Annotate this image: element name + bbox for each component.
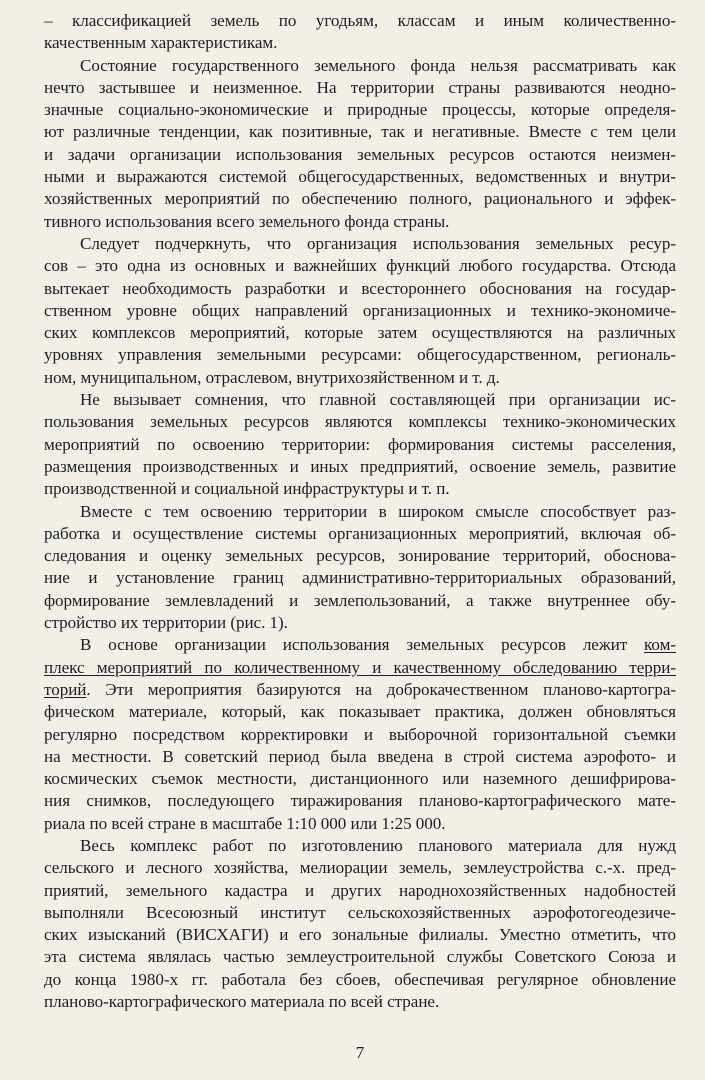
text-line: следования и оценку земельных ресурсов, зонирование территорий, обоснова- (44, 546, 676, 566)
text-line: ния снимков, последующего тиражирования планово-картографического мате- (44, 791, 676, 811)
text-line: ских комплексов мероприятий, которые затем осуществляются на различных (44, 323, 676, 343)
paragraph-6 (44, 634, 676, 835)
page-number: 7 (355, 1043, 365, 1062)
paragraph-5 (44, 501, 676, 635)
text-line: хозяйственных мероприятий по обеспечению полного, рационального и эффек- (44, 189, 676, 209)
text-line: ном, муниципальном, отраслевом, внутрихозяйственном и т. д. (44, 367, 500, 387)
paragraph-7 (44, 835, 676, 1013)
text-line: эта система являлась частью землеустроительной службы Советского Союза и (44, 947, 676, 967)
text-line: ственном уровне общих направлений организационных и технико-экономиче- (44, 300, 676, 320)
text-line: приятий, земельного кадастра и других народнохозяйственных надобностей (44, 880, 676, 900)
text-line: ских изысканий (ВИСХАГИ) и его зональные филиалы. Уместно отметить, что (44, 925, 676, 945)
text-line: тивного использования всего земельного фонда страны. (44, 211, 450, 231)
text-line: нечто застывшее и неизменное. На территории страны развиваются неодно- (44, 77, 676, 97)
paragraph-3 (44, 233, 676, 389)
text-segment: . Эти мероприятия базируются на доброкачественном планово-картогра- (86, 679, 676, 699)
text-line: стройство их территории (рис. 1). (44, 613, 288, 633)
text-line: уровнях управления земельными ресурсами: общегосударственном, региональ- (44, 345, 676, 365)
text-line: Состояние государственного земельного фонда нельзя рассматривать как (80, 55, 676, 75)
body-text (44, 10, 676, 1013)
text-line: значные социально-экономические и природные процессы, которые определя- (44, 100, 676, 120)
text-line: ными и выражаются системой общегосударственных, ведомственных и внутри- (44, 167, 676, 187)
text-line: пользования земельных ресурсов являются комплексы технико-экономических (44, 412, 676, 432)
text-line: Вместе с тем освоению территории в широком смысле способствует раз- (80, 501, 676, 521)
underlined-term: ком- (644, 635, 676, 655)
paragraph-1 (44, 10, 676, 55)
text-line: размещения производственных и иных предприятий, освоение земель, развитие (44, 456, 676, 476)
text-line: космических съемок местности, дистанционного или наземного дешифрирова- (44, 769, 676, 789)
paragraph-4 (44, 389, 676, 500)
text-line: – классификацией земель по угодьям, классам и иным количественно- (44, 11, 676, 30)
text-line: планово-картографического материала по всей стране. (44, 992, 440, 1012)
text-line: мероприятий по освоению территории: формирования системы расселения, (44, 434, 676, 454)
text-line: производственной и социальной инфраструктуры и т. п. (44, 479, 450, 499)
text-line: и задачи организации использования земельных ресурсов остаются неизмен- (44, 144, 676, 164)
document-page (44, 10, 676, 1070)
text-line: ют различные тенденции, как позитивные, так и негативные. Вместе с тем цели (44, 122, 676, 142)
text-line: качественным характеристикам. (44, 33, 278, 53)
text-line: регулярно посредством корректировки и выборочной горизонтальной съемки (44, 724, 676, 744)
text-segment: В основе организации использования земельных ресурсов лежит (80, 635, 645, 655)
paragraph-2 (44, 55, 676, 233)
text-line: риала по всей стране в масштабе 1:10 000 или 1:25 000. (44, 813, 446, 833)
text-line: работка и осуществление системы организационных мероприятий, включая об- (44, 523, 676, 543)
underlined-term: торий (44, 679, 87, 699)
text-line: выполняли Всесоюзный институт сельскохозяйственных аэрофотогеодезиче- (44, 902, 676, 922)
text-line: до конца 1980-х гг. работала без сбоев, обеспечивая регулярное обновление (44, 969, 676, 989)
text-line: Следует подчеркнуть, что организация использования земельных ресур- (80, 233, 676, 253)
text-line (44, 657, 676, 679)
text-line: Не вызывает сомнения, что главной составляющей при организации ис- (80, 390, 676, 410)
text-line (44, 634, 676, 656)
text-line (44, 679, 676, 701)
text-line: ние и установление границ административно-территориальных образований, (44, 568, 676, 588)
text-line: вытекает необходимость разработки и всестороннего обоснования на государ- (44, 278, 676, 298)
text-line: сельского и лесного хозяйства, мелиорации земель, землеустройства с.-х. пред- (44, 858, 676, 878)
underlined-term: плекс мероприятий по количественному и качественному обследованию терри- (44, 657, 676, 677)
text-line: Весь комплекс работ по изготовлению планового материала для нужд (80, 835, 676, 855)
text-line: на местности. В советский период была введена в строй система аэрофото- и (44, 746, 676, 766)
text-line: фическом материале, который, как показывает практика, должен обновляться (44, 702, 676, 722)
text-line: формирование землевладений и землепользований, а также внутреннее обу- (44, 590, 676, 610)
text-line: сов – это одна из основных и важнейших функций любого государства. Отсюда (44, 256, 676, 276)
